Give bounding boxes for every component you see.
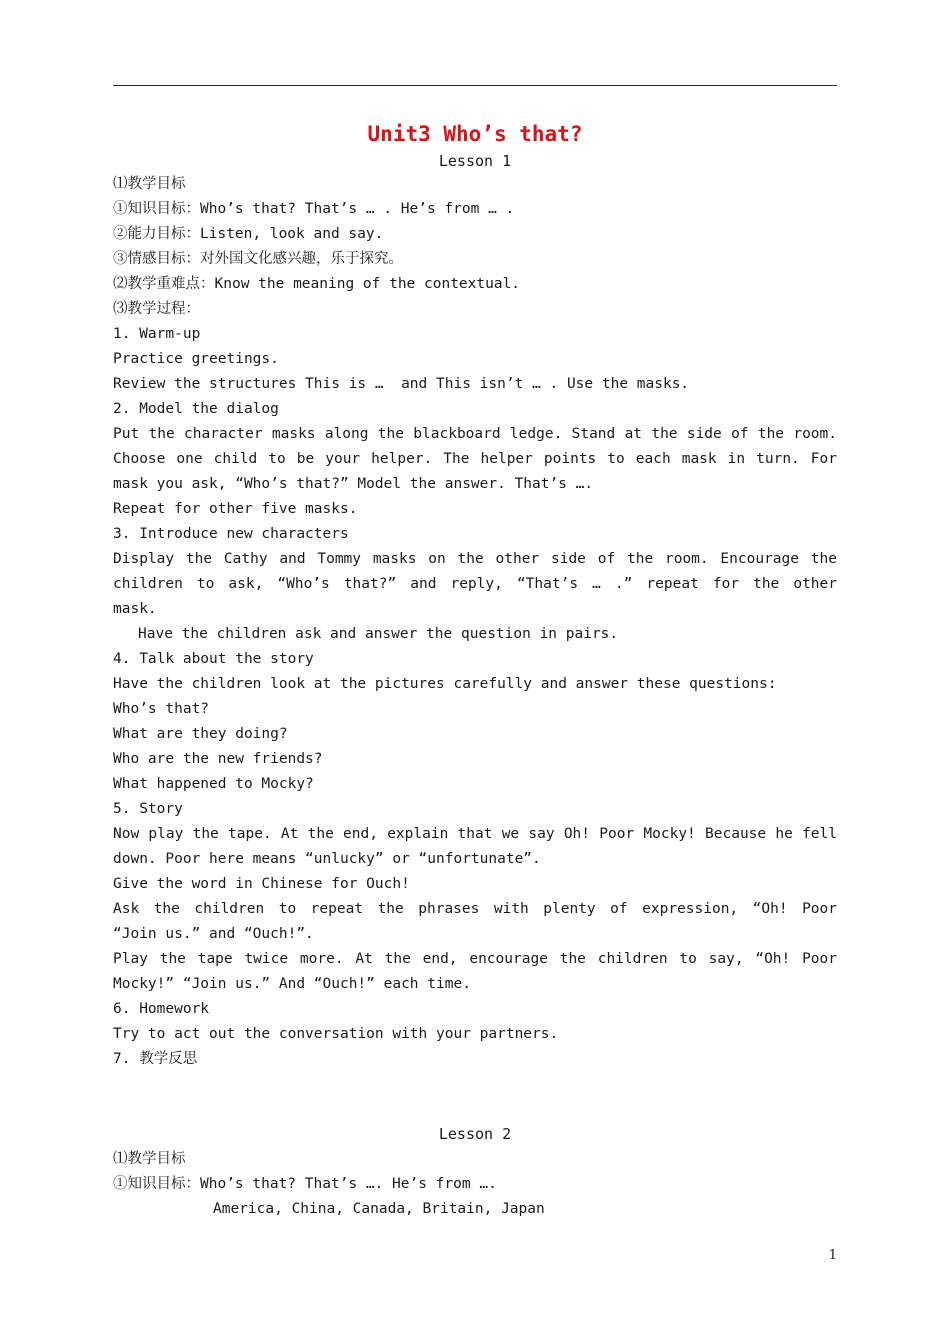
text-line: 5. Story (113, 801, 183, 817)
lesson-2-body (113, 1147, 837, 1222)
text-line: Who’s that? (113, 701, 210, 717)
text-line: 4. Talk about the story (113, 651, 314, 667)
text-line-justified: Ask the children to repeat the phrases with plenty of expression, “Oh! Poor (113, 901, 837, 917)
text-line-justified: children to ask, “Who’s that?” and reply, “That’s … .” repeat for the other (113, 576, 837, 592)
header-rule (113, 85, 837, 86)
text-line: ①知识目标：Who’s that? That’s … . He’s from … . (113, 201, 515, 217)
text-line: What happened to Mocky? (113, 776, 314, 792)
text-line: mask. (113, 601, 157, 617)
document-title: Unit3 Who’s that? (367, 122, 583, 146)
lesson-1-body (113, 172, 837, 1072)
text-line: Mocky!” “Join us.” And “Ouch!” each time. (113, 976, 471, 992)
text-line: 6. Homework (113, 1001, 210, 1017)
text-line: ⑴教学目标 (113, 1151, 186, 1167)
text-line: Who are the new friends? (113, 751, 323, 767)
text-line-justified: Choose one child to be your helper. The helper points to each mask in turn. For (113, 451, 837, 467)
text-line: down. Poor here means “unlucky” or “unfortunate”. (113, 851, 541, 867)
text-line-justified: Put the character masks along the blackboard ledge. Stand at the side of the room. (113, 426, 837, 442)
text-line-indented: America, China, Canada, Britain, Japan (213, 1201, 545, 1217)
text-line: ⑴教学目标 (113, 176, 186, 192)
lesson-2-heading: Lesson 2 (438, 1125, 512, 1143)
text-line: mask you ask, “Who’s that?” Model the answer. That’s …. (113, 476, 594, 492)
text-line: ③情感目标：对外国文化感兴趣，乐于探究。 (113, 251, 403, 267)
text-line: ①知识目标：Who’s that? That’s …. He’s from …. (113, 1176, 497, 1192)
text-line: Give the word in Chinese for Ouch! (113, 876, 410, 892)
text-line-justified: Play the tape twice more. At the end, encourage the children to say, “Oh! Poor (113, 951, 837, 967)
section-gap (113, 1072, 837, 1122)
text-line: Have the children look at the pictures carefully and answer these questions: (113, 676, 777, 692)
text-line: ⑵教学重难点：Know the meaning of the contextual. (113, 276, 521, 292)
text-line: 2. Model the dialog (113, 401, 279, 417)
text-line: Practice greetings. (113, 351, 279, 367)
text-line-justified: Now play the tape. At the end, explain that we say Oh! Poor Mocky! Because he fell (113, 826, 837, 842)
lesson-1-heading: Lesson 1 (438, 152, 512, 170)
text-line: Review the structures This is … and This isn’t … . Use the masks. (113, 376, 690, 392)
document-page (113, 118, 837, 1222)
text-line-indented: Have the children ask and answer the question in pairs. (138, 626, 619, 642)
text-line: 7. 教学反思 (113, 1051, 198, 1067)
text-line: 1. Warm-up (113, 326, 201, 342)
text-line: 3. Introduce new characters (113, 526, 349, 542)
text-line: What are they doing? (113, 726, 288, 742)
text-line: Try to act out the conversation with your partners. (113, 1026, 559, 1042)
text-line: ⑶教学过程： (113, 301, 200, 317)
page-number: 1 (828, 1248, 837, 1263)
text-line-justified: Display the Cathy and Tommy masks on the other side of the room. Encourage the (113, 551, 837, 567)
text-line: Repeat for other five masks. (113, 501, 358, 517)
text-line: “Join us.” and “Ouch!”. (113, 926, 314, 942)
text-line: ②能力目标：Listen, look and say. (113, 226, 384, 242)
